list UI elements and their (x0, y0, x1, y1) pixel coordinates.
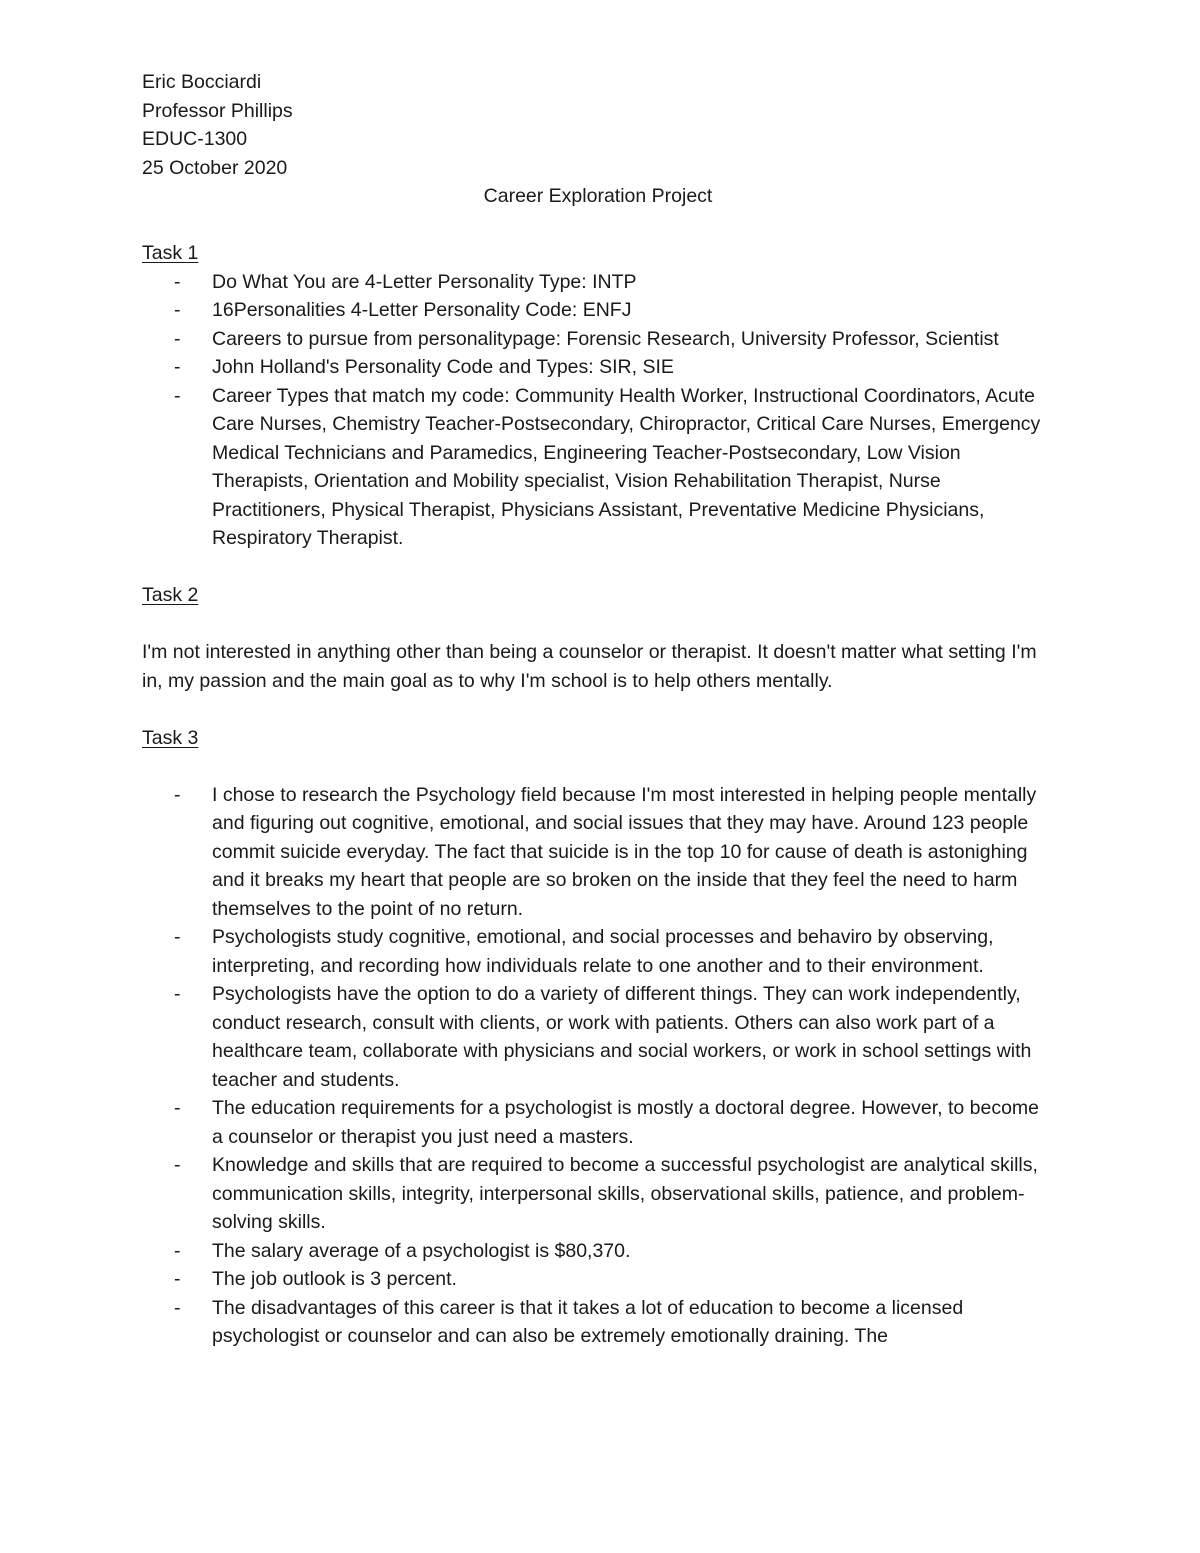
list-item (142, 268, 1054, 297)
task2-heading: Task 2 (142, 584, 199, 606)
dash-bullet-icon: - (174, 299, 181, 321)
list-item (142, 1237, 1054, 1266)
list-item-text: Psychologists study cognitive, emotional, and social processes and behaviro by observing, interpreting, and recording how individuals relate to one another and to their environment. (212, 926, 994, 977)
list-item-text: The education requirements for a psychologist is mostly a doctoral degree. However, to become a counselor or therapist you just need a masters. (212, 1097, 1040, 1148)
spacer (142, 211, 1054, 240)
spacer (142, 695, 1054, 724)
list-item-text: The salary average of a psychologist is $80,370. (212, 1239, 631, 1262)
task2-paragraph: I'm not interested in anything other than being a counselor or therapist. It doesn't matter what setting I'm in, my passion and the main goal as to why I'm school is to help others mentally. (142, 641, 1037, 692)
list-item-text: 16Personalities 4-Letter Personality Code: ENFJ (212, 299, 632, 321)
list-item-text: I chose to research the Psychology field because I'm most interested in helping people mentally and figuring out cognitive, emotional, and social issues that they may have. Around 123 people commit suicide everyday. The fact that suicide is in the top 10 for cause of death is astonighing and it breaks my heart that people are so broken on the inside that they feel the need to harm themselves to the point of no return. (212, 783, 1037, 920)
list-item (142, 296, 1054, 325)
spacer (142, 610, 1054, 639)
list-item (142, 1094, 1054, 1151)
spacer (142, 553, 1054, 582)
list-item (142, 1294, 1054, 1351)
list-item (142, 781, 1054, 924)
list-item (142, 1151, 1054, 1237)
course-code: EDUC-1300 (142, 128, 248, 150)
dash-bullet-icon: - (174, 327, 181, 350)
dash-bullet-icon: - (174, 384, 181, 407)
list-item (142, 980, 1054, 1094)
task3-heading: Task 3 (142, 726, 199, 749)
task3-list (142, 781, 1054, 1351)
document-date: 25 October 2020 (142, 156, 288, 179)
dash-bullet-icon: - (174, 1154, 181, 1176)
dash-bullet-icon: - (174, 1097, 181, 1119)
list-item-text: Psychologists have the option to do a variety of different things. They can work independently, conduct research, consult with clients, or work with patients. Others can also work part of a healthcare team, collaborate with physicians and social workers, or work in school settings with teacher and students. (212, 983, 1032, 1091)
list-item-text: Career Types that match my code: Community Health Worker, Instructional Coordinators, Acute Care Nurses, Chemistry Teacher-Postsecondary, Chiropractor, Critical Care Nurses, Emergency Medical Technicians and Paramedics, Engineering Teacher-Postsecondary, Low Vision Therapists, Orientation and Mobility specialist, Vision Rehabilitation Therapist, Nurse Practitioners, Physical Therapist, Physicians Assistant, Preventative Medicine Physicians, Respiratory Therapist. (212, 384, 1041, 549)
dash-bullet-icon: - (174, 926, 181, 948)
dash-bullet-icon: - (174, 1268, 181, 1290)
list-item-text: The job outlook is 3 percent. (212, 1268, 457, 1290)
list-item (142, 1265, 1054, 1294)
document-page (142, 68, 1054, 1351)
dash-bullet-icon: - (174, 983, 181, 1005)
dash-bullet-icon: - (174, 1239, 181, 1262)
list-item (142, 325, 1054, 354)
author-name: Eric Bocciardi (142, 71, 262, 93)
professor-name: Professor Phillips (142, 99, 293, 122)
document-title: Career Exploration Project (483, 185, 713, 207)
list-item-text: Do What You are 4-Letter Personality Type: INTP (212, 270, 637, 293)
list-item (142, 382, 1054, 553)
dash-bullet-icon: - (174, 356, 181, 378)
dash-bullet-icon: - (174, 270, 181, 293)
list-item (142, 353, 1054, 382)
task1-list (142, 268, 1054, 553)
list-item-text: Knowledge and skills that are required to become a successful psychologist are analytical skills, communication skills, integrity, interpersonal skills, observational skills, patience, and problem-solving skills. (212, 1154, 1038, 1233)
list-item-text: The disadvantages of this career is that it takes a lot of education to become a licensed psychologist or counselor and can also be extremely emotionally draining. The (212, 1296, 964, 1347)
task1-heading: Task 1 (142, 242, 199, 264)
dash-bullet-icon: - (174, 783, 181, 806)
spacer (142, 752, 1054, 781)
list-item-text: John Holland's Personality Code and Types: SIR, SIE (212, 356, 674, 378)
list-item-text: Careers to pursue from personalitypage: Forensic Research, University Professor, Scientist (212, 327, 999, 350)
dash-bullet-icon: - (174, 1296, 181, 1319)
list-item (142, 923, 1054, 980)
